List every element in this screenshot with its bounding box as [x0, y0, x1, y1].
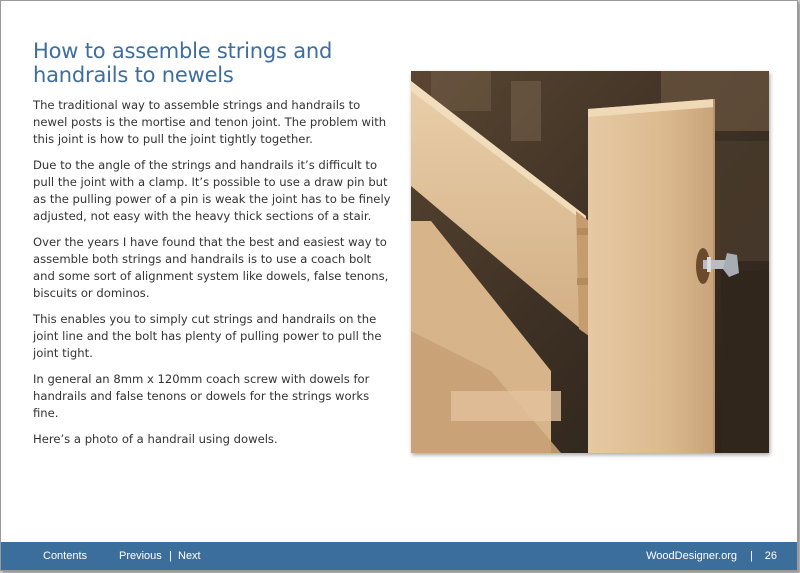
page-number: 26 — [764, 550, 777, 562]
contents-link[interactable]: Contents — [43, 550, 88, 562]
newel-post — [588, 99, 714, 453]
handrail-newel-photo — [411, 71, 769, 453]
handrail-newel-illustration — [411, 71, 769, 453]
paragraph-1: The traditional way to assemble strings and handrails to newel posts is the mortise and tenon joint. The problem with this joint is how to pull the joint tightly together. — [33, 98, 387, 146]
paragraph-4: This enables you to simply cut strings and handrails on the joint line and the bolt has plenty of pulling power to pull the joint tight. — [33, 312, 382, 360]
page-title: How to assemble strings and handrails to newels — [33, 39, 333, 87]
page-separator: | — [750, 550, 753, 562]
body-text — [33, 97, 391, 457]
previous-link[interactable]: Previous — [119, 550, 162, 562]
site-name: WoodDesigner.org — [646, 550, 737, 562]
nav-separator: | — [169, 550, 172, 562]
paragraph-5: In general an 8mm x 120mm coach screw with dowels for handrails and false tenons or dowels for the strings works fine. — [33, 372, 370, 420]
next-link[interactable]: Next — [178, 550, 201, 562]
footer-bar — [1, 542, 797, 570]
paragraph-6: Here’s a photo of a handrail using dowels. — [33, 432, 278, 446]
paragraph-3: Over the years I have found that the best and easiest way to assemble both strings and handrails is to use a coach bolt and some sort of alignment system like dowels, false tenons, biscuits or dominos. — [33, 235, 389, 300]
paragraph-2: Due to the angle of the strings and handrails it’s difficult to pull the joint with a clamp. It’s possible to use a draw pin but as the pulling power of a pin is weak the joint has to be finely adjusted, not easy with the heavy thick sections of a stair. — [33, 158, 391, 223]
